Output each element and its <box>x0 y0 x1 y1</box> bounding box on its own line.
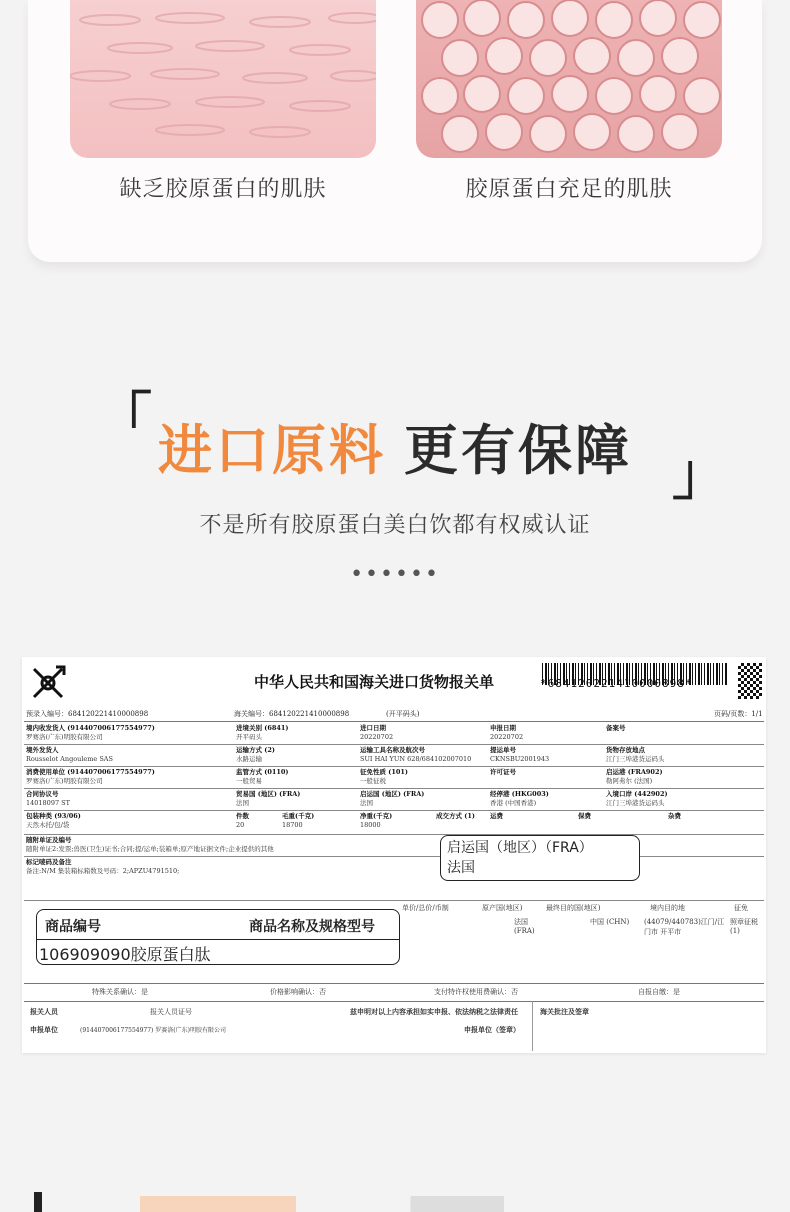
field-label: 经停港 (HKG003) <box>490 790 549 798</box>
title-rest: 更有保障 <box>404 419 632 482</box>
divider-dots: •••••• <box>350 562 440 587</box>
goods-header: 单价/总价/币制 <box>402 904 449 912</box>
next-section-bracket <box>34 1192 42 1212</box>
field-value: 天然木托/包/袋 <box>26 821 70 829</box>
field-label: 运输工具名称及航次号 <box>360 746 425 754</box>
field-value: 20 <box>236 821 245 829</box>
field-label: 境外发货人 <box>26 746 59 754</box>
field-label: 杂费 <box>668 812 681 820</box>
field-label: 毛重(千克) <box>282 812 315 820</box>
field-value: 法国 <box>236 799 249 807</box>
field-label: 保费 <box>578 812 591 820</box>
field-value: 18000 <box>360 821 381 829</box>
product-name-header: 商品名称及规格型号 <box>249 919 375 935</box>
goods-cell: 法国 (FRA) <box>514 918 535 935</box>
product-code-value: 106909090 <box>39 945 131 964</box>
qr-code-icon <box>738 663 762 699</box>
close-bracket: 」 <box>672 443 728 508</box>
field-value: 罗赛洛(广东)明胶有限公司 <box>26 733 103 741</box>
collagen-rich-skin-image <box>416 0 722 158</box>
skin-comparison-card <box>28 0 762 262</box>
applicant-label: 申报单位 <box>30 1025 58 1034</box>
origin-value: 法国 <box>447 860 475 876</box>
title-highlight: 进口原料 <box>158 419 386 482</box>
field-value: 罗赛洛(广东)明胶有限公司 <box>26 777 103 785</box>
royalty-confirm: 支付特许权使用费确认：否 <box>434 988 518 996</box>
left-skin-label: 缺乏胶原蛋白的肌肤 <box>119 177 327 202</box>
declarant-cert: 报关人员证号 <box>150 1008 192 1016</box>
open-bracket: 「 <box>96 387 152 452</box>
field-value: 香港 (中国香港) <box>490 799 537 807</box>
declarant-label: 报关人员 <box>30 1007 58 1016</box>
origin-country-callout <box>440 835 640 881</box>
goods-header: 最终目的国(地区) <box>546 904 601 912</box>
field-label: 进口日期 <box>360 724 386 732</box>
special-relation-confirm: 特殊关系确认：是 <box>92 988 148 996</box>
field-value: 一般征税 <box>360 777 386 785</box>
field-label: 入境口岸 (442902) <box>606 790 668 798</box>
field-value: 14018097 ST <box>26 799 70 807</box>
collagen-deficient-skin-image <box>70 0 376 158</box>
field-label: 申报日期 <box>490 724 516 732</box>
page-count: 页码/页数：1/1 <box>714 710 763 718</box>
customs-approval: 海关批注及签章 <box>540 1007 589 1016</box>
field-value: 20220702 <box>490 733 524 741</box>
field-value: 一般贸易 <box>236 777 262 785</box>
pre-entry-number: 预录入编号：684120221410000898 <box>26 710 149 718</box>
section-subtitle: 不是所有胶原蛋白美白饮都有权威认证 <box>199 513 591 538</box>
field-value: 勒阿弗尔 (法国) <box>606 777 653 785</box>
attached-docs-label: 随附单证及编号 <box>26 836 72 844</box>
field-label: 件数 <box>236 812 249 820</box>
goods-header: 境内目的地 <box>650 904 685 912</box>
field-value: 江门三埠港货运码头 <box>606 755 665 763</box>
field-label: 启运港 (FRA902) <box>606 768 663 776</box>
goods-cell: (44079/440783)江门/江门市 开平市 <box>644 918 725 936</box>
field-label: 运输方式 (2) <box>236 746 275 754</box>
self-report-confirm: 自报自缴：是 <box>638 988 680 996</box>
goods-cell: 中国 (CHN) <box>590 918 630 926</box>
right-skin-label: 胶原蛋白充足的肌肤 <box>465 177 673 202</box>
customs-number: 海关编号：684120221410000898 <box>234 710 350 718</box>
field-label: 境内收发货人 (914407006177554977) <box>26 724 155 732</box>
field-value: 18700 <box>282 821 303 829</box>
barcode-text: *684120221410000898* <box>540 677 693 690</box>
product-callout <box>36 909 400 965</box>
field-label: 包装种类 (93/06) <box>26 812 81 820</box>
marks-label: 标记唛码及备注 <box>26 858 72 866</box>
field-label: 贸易国 (地区) (FRA) <box>236 790 301 798</box>
field-value: 法国 <box>360 799 373 807</box>
applicant-seal: 申报单位（签章） <box>464 1025 520 1034</box>
field-label: 成交方式 (1) <box>436 812 475 820</box>
field-label: 货物存放地点 <box>606 746 645 754</box>
field-label: 征免性质 (101) <box>360 768 408 776</box>
field-value: 水路运输 <box>236 755 262 763</box>
legal-statement: 兹申明对以上内容承担如实申报、依法纳税之法律责任 <box>350 1007 518 1016</box>
field-label: 监管方式 (0110) <box>236 768 289 776</box>
field-value: 江门三埠港货运码头 <box>606 799 665 807</box>
field-value: Rousselot Angouleme SAS <box>26 755 113 763</box>
field-label: 备案号 <box>606 724 626 732</box>
declaration-grid <box>24 721 764 901</box>
customs-declaration-image <box>22 657 766 1053</box>
field-label: 提运单号 <box>490 746 516 754</box>
origin-label: 启运国（地区）（FRA） <box>447 840 593 856</box>
marks-value: 备注:N/M 集装箱标箱数及号码：2;APZU4791510; <box>26 867 180 875</box>
field-label: 合同协议号 <box>26 790 59 798</box>
customs-emblem-icon <box>28 663 68 703</box>
field-label: 运费 <box>490 812 503 820</box>
field-value: 开平码头 <box>236 733 262 741</box>
declaration-title: 中华人民共和国海关进口货物报关单 <box>254 673 495 691</box>
price-impact-confirm: 价格影响确认：否 <box>270 988 326 996</box>
goods-header: 原产国(地区) <box>482 904 523 912</box>
goods-header: 征免 <box>734 904 748 912</box>
field-value: SUI HAI YUN 628/684102007010 <box>360 755 472 763</box>
field-label: 启运国 (地区) (FRA) <box>360 790 425 798</box>
field-label: 净重(千克) <box>360 812 393 820</box>
field-label: 许可证号 <box>490 768 516 776</box>
field-value: CKNSBU2001943 <box>490 755 550 763</box>
port-note: (开平码头) <box>386 710 420 718</box>
product-name-value: 胶原蛋白肽 <box>130 945 211 964</box>
goods-cell: 照章征税 (1) <box>730 918 758 935</box>
next-section-title-cropped <box>140 1196 660 1212</box>
field-value: 20220702 <box>360 733 394 741</box>
attached-docs-value: 随附单证2:发票;兽医(卫生)证书;合同;提/运单;装箱单;原产地证据文件;企业提供的其他 <box>26 845 274 853</box>
product-code-header: 商品编号 <box>45 919 101 935</box>
field-label: 消费使用单位 (914407006177554977) <box>26 768 155 776</box>
applicant-value: (914407006177554977) 罗赛洛(广东)明胶有限公司 <box>80 1027 226 1034</box>
field-label: 进境关别 (6841) <box>236 724 289 732</box>
